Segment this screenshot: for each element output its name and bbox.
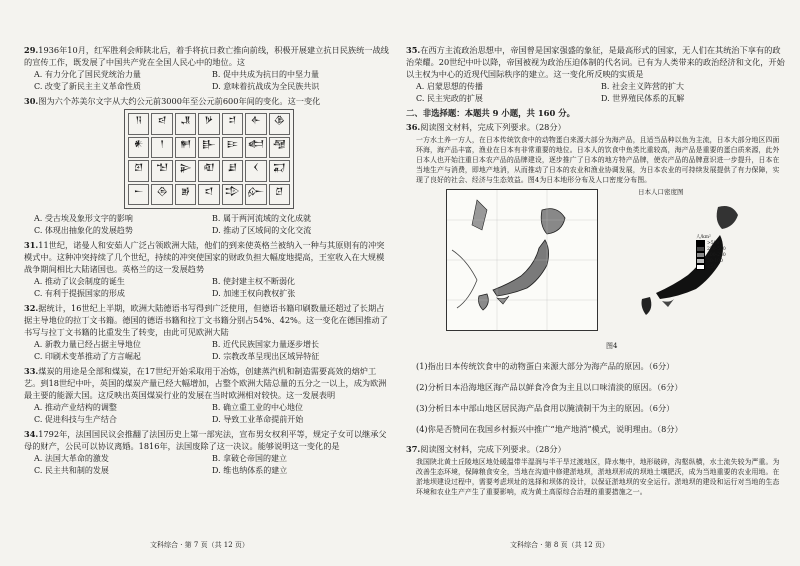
cuneiform-sign: 𒁀 bbox=[151, 113, 172, 135]
cuneiform-sign: 𒃲 bbox=[198, 137, 219, 159]
cuneiform-figure bbox=[124, 109, 294, 209]
legend-title: 人/km² bbox=[696, 235, 711, 240]
sub-question-3: (3)分析日本中部山地区居民海产品食用以腌渍制干为主的原因。（6分） bbox=[416, 403, 675, 413]
question-number: 32. bbox=[24, 303, 39, 313]
legend-item: <50 bbox=[696, 264, 726, 270]
question-35 bbox=[406, 44, 786, 104]
question-stem: 煤炭的用途是全部和煤炭，在17世纪开始采取用于冶炼，创建蒸汽机和制造需要高效的熔炉工艺。到18世纪中叶，英国的煤炭产量已经大幅增加，占整个欧洲大陆总量的五分之一以上，成为欧洲最主要的能源大国。这反映出英国煤炭行业的发展在当时欧洲相对较快。这一发展表明 bbox=[24, 366, 387, 400]
question-stem: 图为六个苏美尔文字从大约公元前3000年至公元前600年间的变化。这一变化 bbox=[38, 96, 321, 106]
kyushu-density bbox=[642, 297, 652, 315]
question-34 bbox=[24, 428, 390, 476]
option-a[interactable]: A. 法国大革命的激发 bbox=[34, 454, 109, 463]
question-37 bbox=[406, 443, 786, 497]
cuneiform-sign: 𒃻 bbox=[198, 113, 219, 135]
population-map-title: 日本人口密度图 bbox=[638, 188, 684, 196]
question-stem: 阅读图文材料，完成下列要求。（28分） bbox=[420, 444, 566, 454]
question-number: 37. bbox=[406, 444, 421, 454]
cuneiform-sign: 𒇻 bbox=[128, 160, 149, 182]
cuneiform-sign: 𒀭 bbox=[128, 137, 149, 159]
option-b[interactable]: B. 社会主义阵营的扩大 bbox=[601, 82, 684, 91]
option-b[interactable]: B. 使封建主权不断弱化 bbox=[212, 277, 295, 286]
option-a[interactable]: A. 推动了议会制度的诞生 bbox=[34, 277, 125, 286]
option-b[interactable]: B. 近代民族国家力量逐步增长 bbox=[212, 340, 319, 349]
legend-item: 50-100 bbox=[696, 258, 726, 264]
cuneiform-sign: 𒄠 bbox=[222, 184, 243, 206]
question-number: 36. bbox=[406, 122, 421, 132]
japan-terrain-svg bbox=[447, 190, 597, 330]
cuneiform-sign: 𒅆 bbox=[245, 113, 266, 135]
option-a[interactable]: A. 有力分化了国民党统治力量 bbox=[34, 70, 141, 79]
question-number: 35. bbox=[406, 45, 421, 55]
option-a[interactable]: A. 启蒙思想的传播 bbox=[416, 82, 483, 91]
option-c[interactable]: C. 民主共和制的发展 bbox=[34, 465, 109, 475]
sub-question-4: (4)你是否赞同在我国乡村振兴中推广“地产地消”模式，说明理由。（8分） bbox=[416, 424, 683, 434]
option-c[interactable]: C. 促进科技与生产结合 bbox=[34, 414, 117, 424]
question-stem: 在西方主流政治思想中，帝国曾是国家强盛的象征，是最高形式的国家，无人们在其统治下享有的政治荣耀。20世纪中叶以降，帝国被视为政治压迫体制的代名词。已有为人类带来的政治经济和文化，开始以主权为中心的近现代国际秩序的建立。这一变化所反映的实质是 bbox=[406, 45, 785, 79]
cuneiform-sign: 𒌋 bbox=[245, 160, 266, 182]
cuneiform-sign: 𒀸 bbox=[128, 184, 149, 206]
question-33 bbox=[24, 365, 390, 425]
option-d[interactable]: D. 加速王权向教权扩张 bbox=[212, 288, 296, 298]
option-b[interactable]: B. 确立重工业的中心地位 bbox=[212, 403, 303, 412]
cuneiform-sign: 𒈠 bbox=[151, 160, 172, 182]
page-footer-left: 文科综合 · 第 7 页（共 12 页） bbox=[150, 541, 249, 549]
question-stem: 据统计，16世纪上半期，欧洲大陆德语书写得到广泛使用，但德语书籍印刷数量还超过了长期占据主导地位的拉丁文书籍。德国的德语书籍和拉丁文书籍分别占54%、42%。这一变化在德国推动了书写与拉丁文书籍的比重发生了转变，由此可见欧洲大陆 bbox=[24, 303, 388, 337]
japan-population-density-map bbox=[608, 189, 768, 329]
option-b[interactable]: B. 拿破仑帝国的建立 bbox=[212, 454, 287, 463]
option-d[interactable]: D. 导致工业革命提前开始 bbox=[212, 414, 304, 424]
option-d[interactable]: D. 宗教改革呈现出区域异特征 bbox=[212, 351, 320, 361]
cuneiform-sign: 𒍑 bbox=[269, 160, 290, 182]
cuneiform-sign: 𒃰 bbox=[198, 184, 219, 206]
cuneiform-sign: 𒄿 bbox=[222, 137, 243, 159]
cuneiform-sign: 𒊏 bbox=[198, 160, 219, 182]
option-c[interactable]: C. 有利于提振国家的形成 bbox=[34, 288, 125, 298]
cuneiform-sign: 𒆪 bbox=[269, 184, 290, 206]
question-number: 31. bbox=[24, 240, 39, 250]
section-heading: 二、非选择题：本题共 9 小题，共 160 分。 bbox=[406, 108, 575, 118]
question-stem: 阅读图文材料，完成下列要求。（28分） bbox=[420, 122, 566, 132]
question-number: 33. bbox=[24, 366, 39, 376]
legend-item: 250-500 bbox=[696, 246, 726, 252]
cuneiform-sign: 𒀀 bbox=[128, 113, 149, 135]
figure-4 bbox=[446, 189, 786, 339]
option-c[interactable]: C. 印刷术变革推动了方言崛起 bbox=[34, 351, 141, 361]
option-c[interactable]: C. 民主宪政的扩展 bbox=[416, 93, 483, 103]
option-b[interactable]: B. 属于两河流域的文化成就 bbox=[212, 214, 311, 223]
cuneiform-sign: 𒋗 bbox=[222, 160, 243, 182]
reading-passage: 一方水土养一方人，在日本传统饮食中的动物蛋白来源大部分为海产品，且适当品种以鱼为主流，日本大部分地区四面环海，海产品丰富，渔业在日本有非常重要的地位。日本人的饮食中鱼类比重较高，海产品是重要的蛋白质来源，此外日本人也开始注重日本农产品的品牌建设，逐步推广了日本的地方特产品牌，使农产品的品牌意识进一步提升，日本在当地生产与消费，即地产地消，从而推动了日本的农业和渔业协调发展，为日本农业的可持续发展提供了有力保障，实现了良好的社会、经济与生态效益。图4为日本地形分布及人口密度分布图。 bbox=[416, 136, 780, 184]
question-29 bbox=[24, 44, 390, 92]
population-density-svg bbox=[608, 189, 768, 329]
cuneiform-sign: 𒁹 bbox=[151, 137, 172, 159]
question-number: 34. bbox=[24, 429, 39, 439]
sub-question-1: (1)指出日本传统饮食中的动物蛋白来源大部分为海产品的原因。（6分） bbox=[416, 361, 675, 371]
cuneiform-sign: 𒂗 bbox=[175, 113, 196, 135]
option-a[interactable]: A. 受古埃及象形文字的影响 bbox=[34, 214, 133, 223]
option-c[interactable]: C. 改变了新民主主义革命性质 bbox=[34, 81, 141, 91]
legend-item: 100-250 bbox=[696, 252, 726, 258]
option-c[interactable]: C. 体现出抽象化的发展趋势 bbox=[34, 225, 133, 235]
density-legend bbox=[696, 235, 726, 270]
cuneiform-sign: 𒂍 bbox=[175, 137, 196, 159]
question-36 bbox=[406, 121, 786, 435]
option-d[interactable]: D. 意味着抗战成为全民族共识 bbox=[212, 81, 320, 91]
hokkaido-density bbox=[717, 206, 738, 229]
option-d[interactable]: D. 维也纳体系的建立 bbox=[212, 465, 288, 475]
shikoku-density bbox=[662, 299, 674, 307]
figure-caption: 图4 bbox=[606, 342, 618, 350]
option-a[interactable]: A. 推动产业结构的调整 bbox=[34, 403, 117, 412]
cuneiform-sign: 𒅎 bbox=[245, 184, 266, 206]
option-b[interactable]: B. 促中共成为抗日的中坚力量 bbox=[212, 70, 319, 79]
cuneiform-sign: 𒉌 bbox=[175, 160, 196, 182]
question-stem: 11世纪，诺曼人和安茹人广泛占领欧洲大陆，他们的到来使英格兰被纳入一种与其原则有的冲突模式中。这种冲突持续了几个世纪，持续的冲突使国家的财政负担大幅度地提高，王室收入在大规模战争期间相比大陆诸国也。英格兰的这一发展趋势 bbox=[24, 240, 385, 274]
reading-passage: 我国陕北黄土丘陵地区地处暖温带半湿润与半干旱过渡地区，降水集中，地形破碎，沟壑纵横，水土流失较为严重。为改善生态环境，保障粮食安全，当地在沟道中修建淤地坝，淤地坝形成的坝地土壤肥沃，成为当地重要的农业用地。在淤地坝建设过程中，需要考虑坝址的选择和坝体的设计，以保证淤地坝的安全运行。淤地坝的建设和运行对当地的生态环境和农业生产产生了重要影响，成为黄土高原综合治理的重要措施之一。 bbox=[416, 458, 780, 496]
question-stem: 1936年10月，红军胜利会师陕北后，着手将抗日救亡推向前线，积极开展建立抗日民族统一战线的宣传工作，既发展了中国共产党在全国人民心中的地位。这 bbox=[24, 45, 389, 67]
option-d[interactable]: D. 推动了区域间的文化交流 bbox=[212, 225, 312, 235]
cuneiform-sign: 𒂊 bbox=[175, 184, 196, 206]
right-page bbox=[400, 0, 800, 566]
page-footer-right: 文科综合 · 第 8 页（共 12 页） bbox=[510, 541, 609, 549]
cuneiform-sign: 𒆷 bbox=[269, 137, 290, 159]
option-a[interactable]: A. 新教力量已经占据主导地位 bbox=[34, 340, 141, 349]
question-number: 30. bbox=[24, 96, 39, 106]
option-d[interactable]: D. 世界殖民体系的瓦解 bbox=[601, 93, 685, 103]
cuneiform-sign: 𒄑 bbox=[222, 113, 243, 135]
cuneiform-sign: 𒅗 bbox=[245, 137, 266, 159]
sub-question-2: (2)分析日本沿海地区海产品以鲜食冷食为主且以口味清淡的原因。（6分） bbox=[416, 382, 683, 392]
question-stem: 1792年，法国国民议会推翻了法国历史上第一部宪法，宣布男女权利平等，规定子女可以继承父母的财产，公民可以协议离婚。1816年，法国废除了这一决议。能够说明这一变化的是 bbox=[24, 429, 387, 451]
legend-item: >500 bbox=[696, 240, 726, 246]
question-30 bbox=[24, 95, 390, 236]
question-number: 29. bbox=[24, 45, 39, 55]
cuneiform-sign: 𒆠 bbox=[269, 113, 290, 135]
cuneiform-sign: 𒁲 bbox=[151, 184, 172, 206]
question-31 bbox=[24, 239, 390, 299]
japan-terrain-map bbox=[446, 189, 598, 331]
question-32 bbox=[24, 302, 390, 362]
